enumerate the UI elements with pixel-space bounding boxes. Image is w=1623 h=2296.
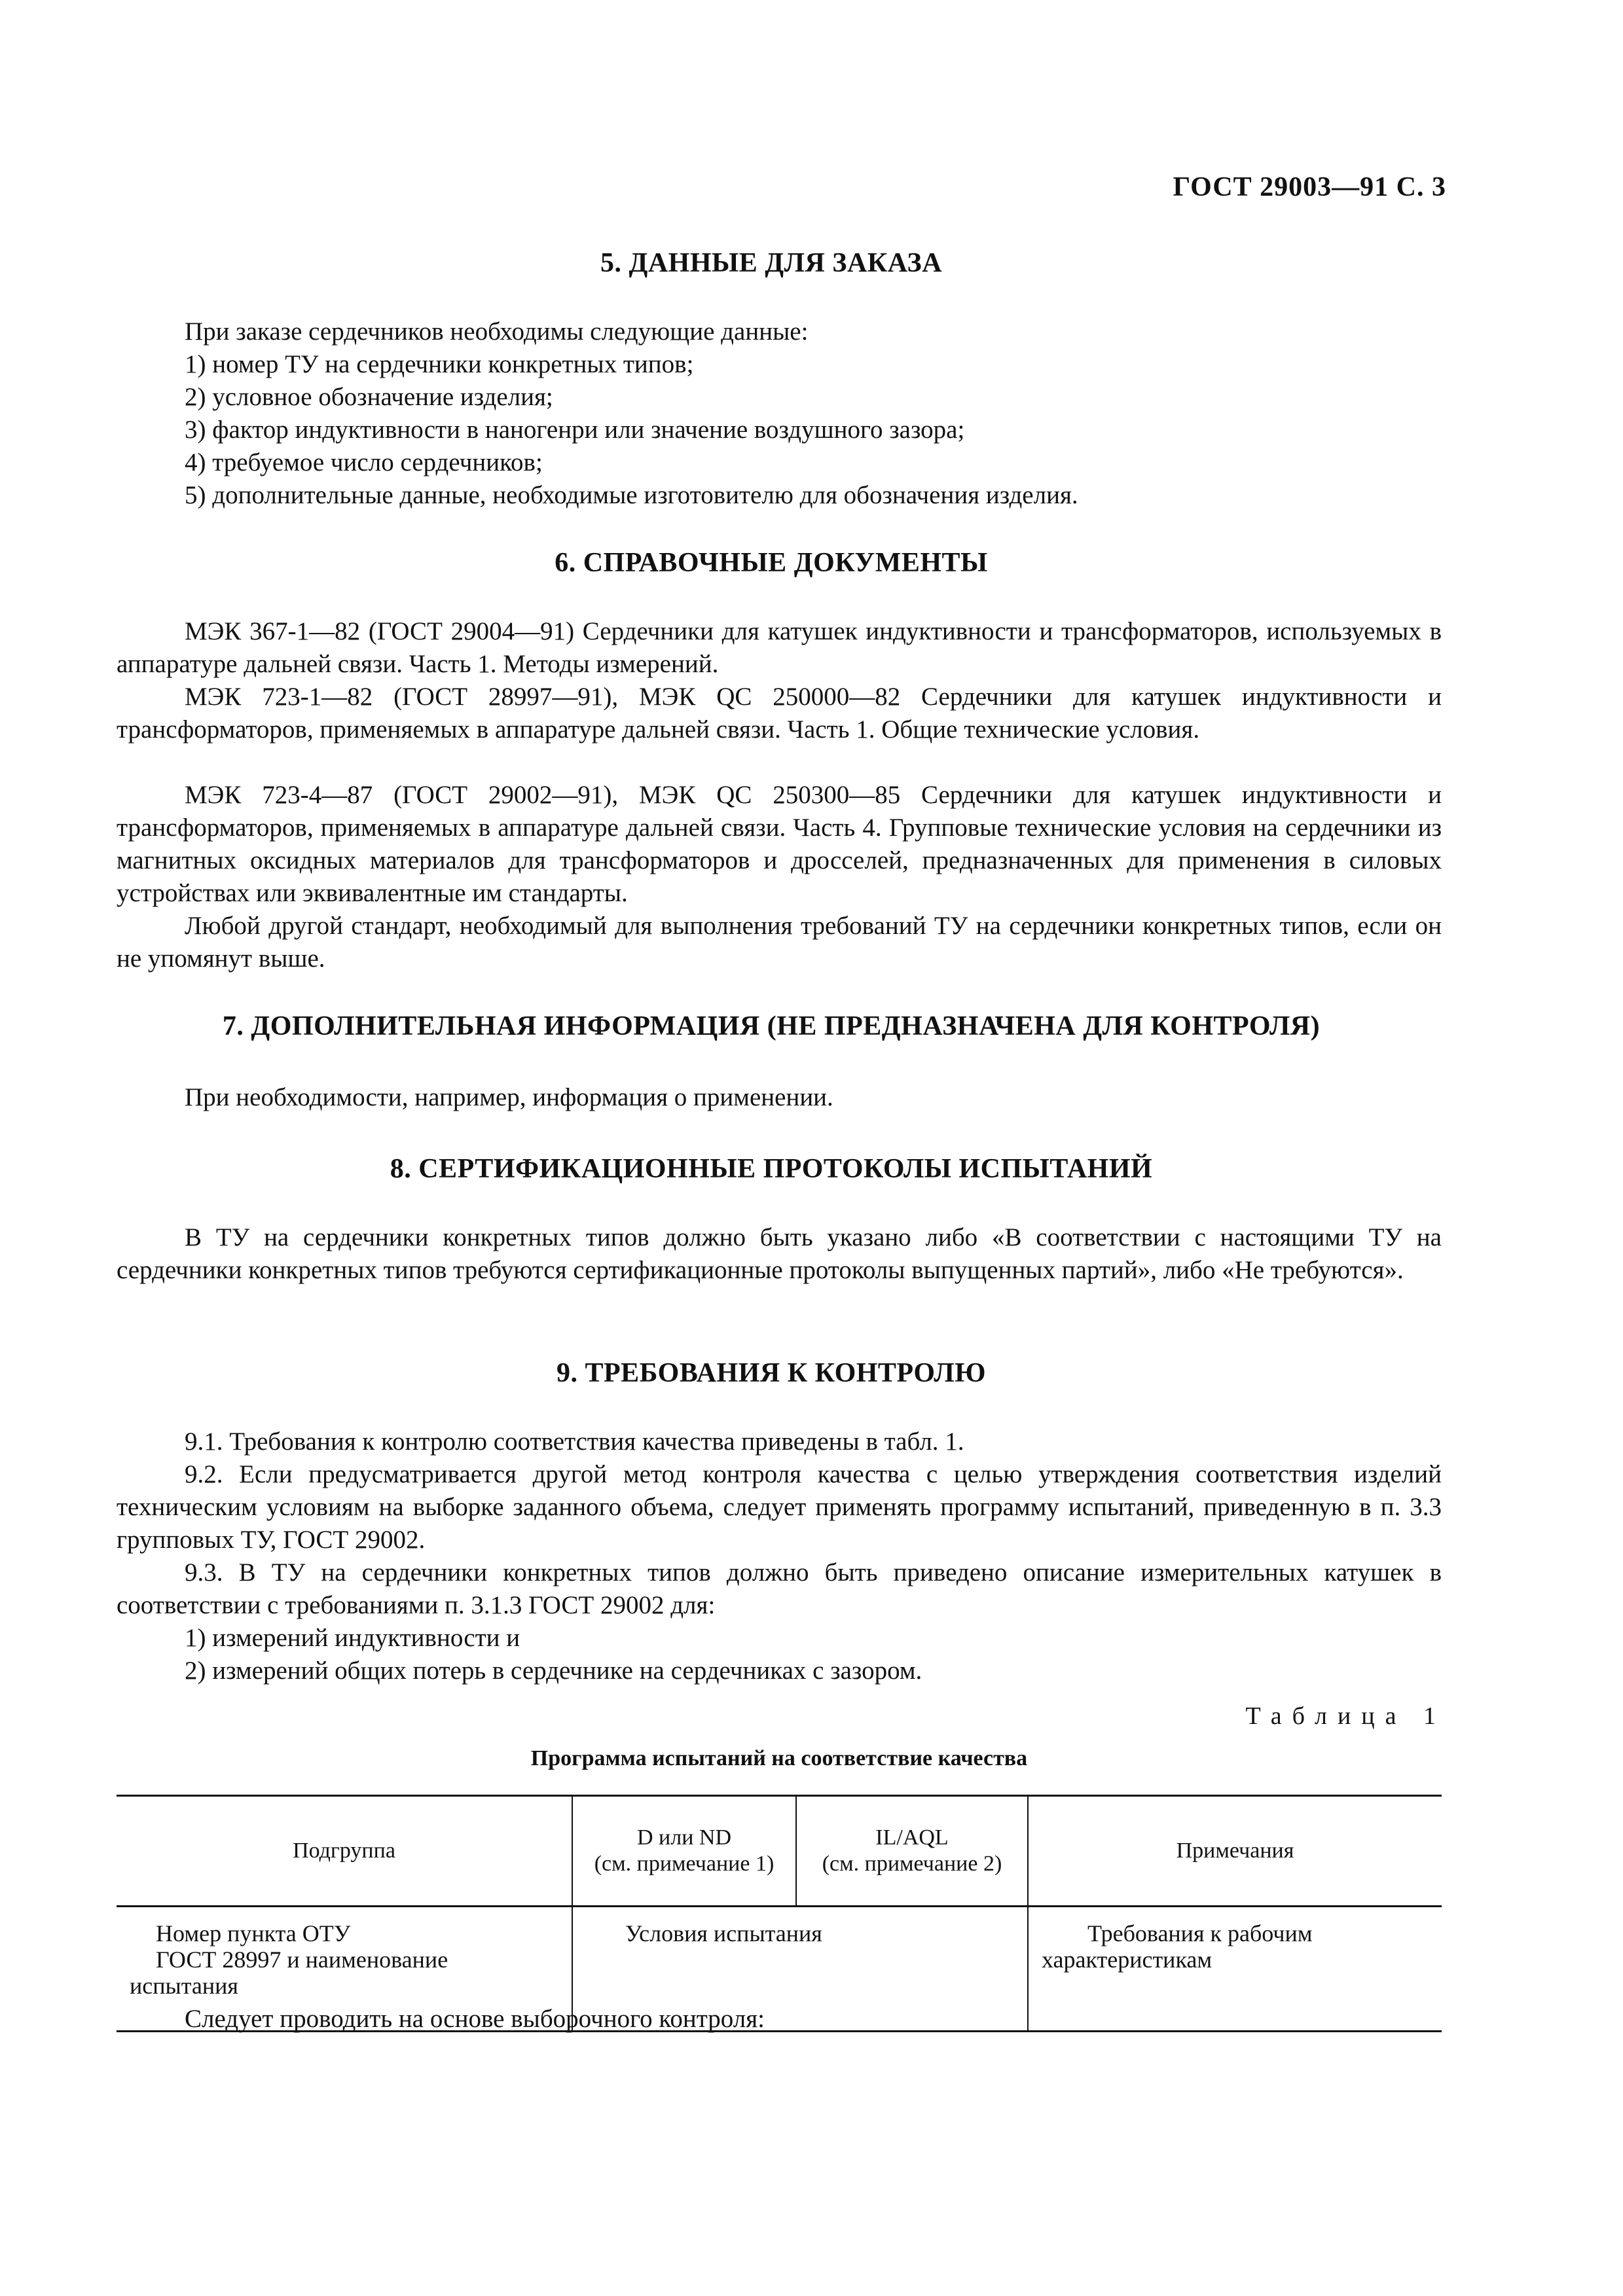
header-il-aql-line-1: IL/AQL (875, 1825, 949, 1850)
section-5-item-4: 4) требуемое число сердечников; (185, 448, 543, 476)
table-header-row (117, 1796, 1442, 1907)
section-8-text: В ТУ на сердечники конкретных типов должно быть указано либо «В соответствии с настоящими ТУ на сердечники конкретных типов требуются сертификационные протоколы выпущенных партий», либо «Не требуются». (117, 1223, 1442, 1284)
section-9-title: 9. ТРЕБОВАНИЯ К КОНТРОЛЮ (556, 1358, 986, 1388)
section-7-title: 7. ДОПОЛНИТЕЛЬНАЯ ИНФОРМАЦИЯ (НЕ ПРЕДНАЗНАЧЕНА ДЛЯ КОНТРОЛЯ) (222, 1011, 1321, 1041)
section-5-item-5: 5) дополнительные данные, необходимые изготовителю для обозначения изделия. (185, 481, 1078, 509)
cell-conditions: Условия испытания (572, 1907, 1028, 2032)
header-il-aql (796, 1796, 1028, 1907)
section-9-item-9-1: 9.1. Требования к контролю соответствия качества приведены в табл. 1. (185, 1427, 964, 1456)
section-5-item-1: 1) номер ТУ на сердечники конкретных типов; (185, 350, 694, 378)
footer-note: Следует проводить на основе выборочного контроля: (185, 2005, 765, 2033)
table-caption: Таблица 1 (1245, 1702, 1446, 1730)
table-title: Программа испытаний на соответствие качества (530, 1746, 1028, 1770)
section-5-title: 5. ДАННЫЕ ДЛЯ ЗАКАЗА (600, 248, 943, 278)
cell-subgroup-line-2: ГОСТ 28997 и наименование испытания (130, 1946, 448, 1999)
section-6-ref-1: МЭК 367-1—82 (ГОСТ 29004—91) Сердечники для катушек индуктивности и трансформаторов, используемых в аппаратуре дальней связи. Часть 1. Методы измерений. (117, 617, 1442, 678)
section-9-item-9-2: 9.2. Если предусматривается другой метод контроля качества с целью утверждения соответствия изделий техническим условиям на выборке заданного объема, следует применять программу испытаний, приведенную в п. 3.3 групповых ТУ, ГОСТ 29002. (117, 1460, 1442, 1554)
header-il-aql-line-2: (см. примечание 2) (822, 1852, 1002, 1876)
quality-test-table (117, 1795, 1442, 2032)
cell-subgroup-line-1: Номер пункта ОТУ (156, 1920, 351, 1946)
section-5-item-3: 3) фактор индуктивности в наногенри или значение воздушного зазора; (185, 416, 965, 444)
header-d-nd-line-2: (см. примечание 1) (594, 1852, 775, 1876)
cell-requirements: Требования к рабочим характеристикам (1028, 1907, 1442, 2032)
header-d-nd-line-1: D или ND (636, 1825, 732, 1850)
section-9-item-9-3: 9.3. В ТУ на сердечники конкретных типов должно быть приведено описание измерительных катушек в соответствии с требованиями п. 3.1.3 ГОСТ 29002 для: (117, 1558, 1442, 1619)
section-5-item-2: 2) условное обозначение изделия; (185, 383, 553, 411)
section-7-text: При необходимости, например, информация о применении. (185, 1083, 833, 1111)
page-header-ref: ГОСТ 29003—91 С. 3 (1173, 172, 1446, 202)
section-5-intro: При заказе сердечников необходимы следующие данные: (185, 317, 809, 346)
section-9-subitem-1: 1) измерений индуктивности и (185, 1624, 520, 1652)
header-notes: Примечания (1028, 1796, 1442, 1907)
section-8-title: 8. СЕРТИФИКАЦИОННЫЕ ПРОТОКОЛЫ ИСПЫТАНИЙ (390, 1154, 1153, 1184)
section-6-ref-4: Любой другой стандарт, необходимый для выполнения требований ТУ на сердечники конкретных типов, если он не упомянут выше. (117, 912, 1442, 973)
section-6-ref-2: МЭК 723-1—82 (ГОСТ 28997—91), МЭК QC 250000—82 Сердечники для катушек индуктивности и трансформаторов, применяемых в аппаратуре дальней связи. Часть 1. Общие технические условия. (117, 683, 1442, 744)
header-d-nd (572, 1796, 796, 1907)
header-subgroup: Подгруппа (117, 1796, 572, 1907)
section-6-title: 6. СПРАВОЧНЫЕ ДОКУМЕНТЫ (555, 548, 988, 578)
section-9-subitem-2: 2) измерений общих потерь в сердечнике на сердечниках с зазором. (185, 1657, 922, 1685)
section-6-ref-3: МЭК 723-4—87 (ГОСТ 29002—91), МЭК QC 250300—85 Сердечники для катушек индуктивности и трансформаторов, применяемых в аппаратуре дальней связи. Часть 4. Групповые технические условия на сердечники из магнитных оксидных материалов для трансформаторов и дросселей, предназначенных для применения в силовых устройствах или эквивалентные им стандарты. (117, 781, 1442, 907)
